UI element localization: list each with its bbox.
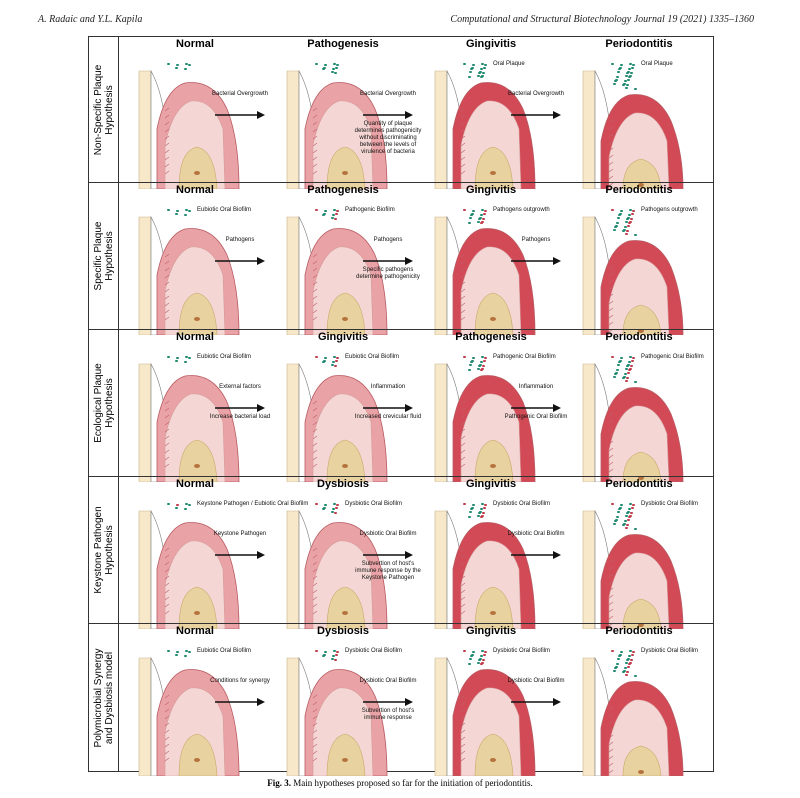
arrow-label-top: Dysbiotic Oral Biofilm (359, 678, 417, 684)
stage-title: Periodontitis (605, 625, 673, 637)
tooth-illustration (565, 489, 713, 629)
stage-title: Dysbiosis (317, 625, 369, 637)
stage-title: Gingivitis (465, 184, 517, 196)
biofilm-note: Pathogenic Biofilm (345, 207, 395, 213)
stage-panel (565, 330, 713, 476)
progression-arrow (363, 107, 413, 117)
arrow-label-top: Conditions for synergy (210, 678, 270, 684)
arrow-label-top: Keystone Pathogen (213, 531, 267, 537)
biofilm-note: Dysbiotic Oral Biofilm (493, 501, 551, 507)
caption-label: Fig. 3. (267, 778, 292, 788)
arrow-label-top: Bacterial Overgrowth (211, 91, 269, 97)
stage-title: Pathogenesis (307, 38, 379, 50)
row-label-line: Keystone Pathogen (92, 506, 104, 594)
biofilm-note: Dysbiotic Oral Biofilm (345, 648, 403, 654)
biofilm-note: Eubiotic Oral Biofilm (345, 354, 400, 360)
row-label-line: Ecological Plaque (92, 363, 104, 443)
biofilm-note: Oral Plaque (493, 61, 525, 67)
biofilm-note: Eubiotic Oral Biofilm (197, 354, 252, 360)
biofilm-note: Eubiotic Oral Biofilm (197, 207, 252, 213)
stage-title: Gingivitis (465, 625, 517, 637)
hypothesis-row (89, 329, 713, 476)
arrow-label-top: Inflammation (370, 384, 406, 390)
stage-title: Normal (176, 38, 214, 50)
arrow-label-top: Pathogens (521, 237, 551, 243)
row-label-line: Specific Plaque (92, 221, 104, 291)
hypothesis-row (89, 476, 713, 623)
biofilm-note: Dysbiotic Oral Biofilm (641, 648, 699, 654)
arrow-label-top: Bacterial Overgrowth (359, 91, 417, 97)
row-label-text (93, 64, 115, 155)
row-label-line: Hypothesis (103, 84, 115, 135)
stage-title: Pathogenesis (307, 184, 379, 196)
progression-arrow (215, 253, 265, 263)
row-label-text (93, 222, 115, 291)
stage-title: Periodontitis (605, 478, 673, 490)
arrow-label-top: Inflammation (518, 384, 554, 390)
stage-title: Gingivitis (465, 478, 517, 490)
arrow-label-top: External factors (219, 384, 261, 390)
stage-title: Normal (176, 331, 214, 343)
arrow-label-bottom: Increase bacterial load (209, 414, 271, 420)
stage-title: Normal (176, 625, 214, 637)
row-label (89, 624, 119, 771)
tooth-illustration (565, 49, 713, 189)
arrow-label-top: Dysbiotic Oral Biofilm (507, 678, 565, 684)
progression-arrow (363, 253, 413, 263)
hypothesis-row (89, 623, 713, 771)
progression-arrow (363, 547, 413, 557)
row-label (89, 330, 119, 476)
progression-arrow (511, 400, 561, 410)
stage-panel (565, 37, 713, 182)
biofilm-note: Pathogenic Oral Biofilm (641, 354, 704, 360)
biofilm-note: Dysbiotic Oral Biofilm (493, 648, 551, 654)
arrow-label-bottom: Subvertion of host's immune response (361, 708, 415, 721)
arrow-label-bottom: Increased crevicular fluid (354, 414, 422, 420)
row-label-text (93, 648, 115, 747)
tooth-illustration (565, 342, 713, 482)
row-label-line: Polymicrobial Synergy (92, 648, 104, 747)
row-label-line: Non-Specific Plaque (92, 64, 104, 155)
row-label-line: Hypothesis (103, 378, 115, 428)
biofilm-note: Oral Plaque (641, 61, 673, 67)
biofilm-note: Pathogenic Oral Biofilm (493, 354, 556, 360)
arrow-label-bottom: Pathogenic Oral Biofilm (504, 414, 568, 420)
stage-title: Normal (176, 478, 214, 490)
running-header-journal: Computational and Structural Biotechnology Journal 19 (2021) 1335–1360 (450, 14, 754, 25)
hypothesis-row (89, 37, 713, 182)
stage-title: Gingivitis (465, 38, 517, 50)
tooth-illustration (565, 195, 713, 335)
caption-text: Main hypotheses proposed so far for the initiation of periodontitis. (291, 778, 533, 788)
arrow-label-bottom: Specific pathogens determine pathogenicity (356, 267, 420, 280)
row-label (89, 477, 119, 623)
biofilm-note: Pathogens outgrowth (641, 207, 698, 213)
progression-arrow (363, 694, 413, 704)
row-label-line: Hypothesis (103, 525, 115, 575)
arrow-label-top: Dysbiotic Oral Biofilm (507, 531, 565, 537)
progression-arrow (215, 400, 265, 410)
figure-caption (0, 778, 800, 788)
arrow-label-top: Pathogens (225, 237, 255, 243)
progression-arrow (511, 547, 561, 557)
stage-title: Periodontitis (605, 38, 673, 50)
progression-arrow (363, 400, 413, 410)
progression-arrow (511, 694, 561, 704)
figure-3 (88, 36, 714, 772)
row-label (89, 183, 119, 329)
arrow-label-bottom: Quantity of plaque determines pathogenicity without discriminating between the levels of virulence of bacteria (354, 121, 422, 155)
stage-panel (565, 624, 713, 771)
progression-arrow (511, 253, 561, 263)
biofilm-note: Keystone Pathogen / Eubiotic Oral Biofilm (197, 501, 309, 507)
stage-title: Gingivitis (317, 331, 369, 343)
progression-arrow (215, 694, 265, 704)
arrow-label-top: Bacterial Overgrowth (507, 91, 565, 97)
arrow-label-top: Dysbiotic Oral Biofilm (359, 531, 417, 537)
row-label-line: Hypothesis (103, 231, 115, 281)
progression-arrow (215, 547, 265, 557)
stage-title: Dysbiosis (317, 478, 369, 490)
progression-arrow (511, 107, 561, 117)
running-header-authors: A. Radaic and Y.L. Kapila (38, 14, 143, 25)
arrow-label-top: Pathogens (373, 237, 403, 243)
stage-panel (565, 477, 713, 623)
row-label (89, 37, 119, 182)
biofilm-note: Eubiotic Oral Biofilm (197, 648, 252, 654)
stage-title: Pathogenesis (455, 331, 527, 343)
stage-title: Periodontitis (605, 331, 673, 343)
biofilm-note: Pathogens outgrowth (493, 207, 550, 213)
stage-title: Periodontitis (605, 184, 673, 196)
progression-arrow (215, 107, 265, 117)
stage-title: Normal (176, 184, 214, 196)
hypothesis-row (89, 182, 713, 329)
biofilm-note: Dysbiotic Oral Biofilm (641, 501, 699, 507)
tooth-illustration (565, 636, 713, 776)
stage-panel (565, 183, 713, 329)
biofilm-note: Dysbiotic Oral Biofilm (345, 501, 403, 507)
arrow-label-bottom: Subvertion of host's immune response by the Keystone Pathogen (355, 561, 421, 581)
row-label-line: and Dysbiosis model (103, 651, 115, 744)
row-label-text (93, 506, 115, 593)
row-label-text (93, 363, 115, 443)
